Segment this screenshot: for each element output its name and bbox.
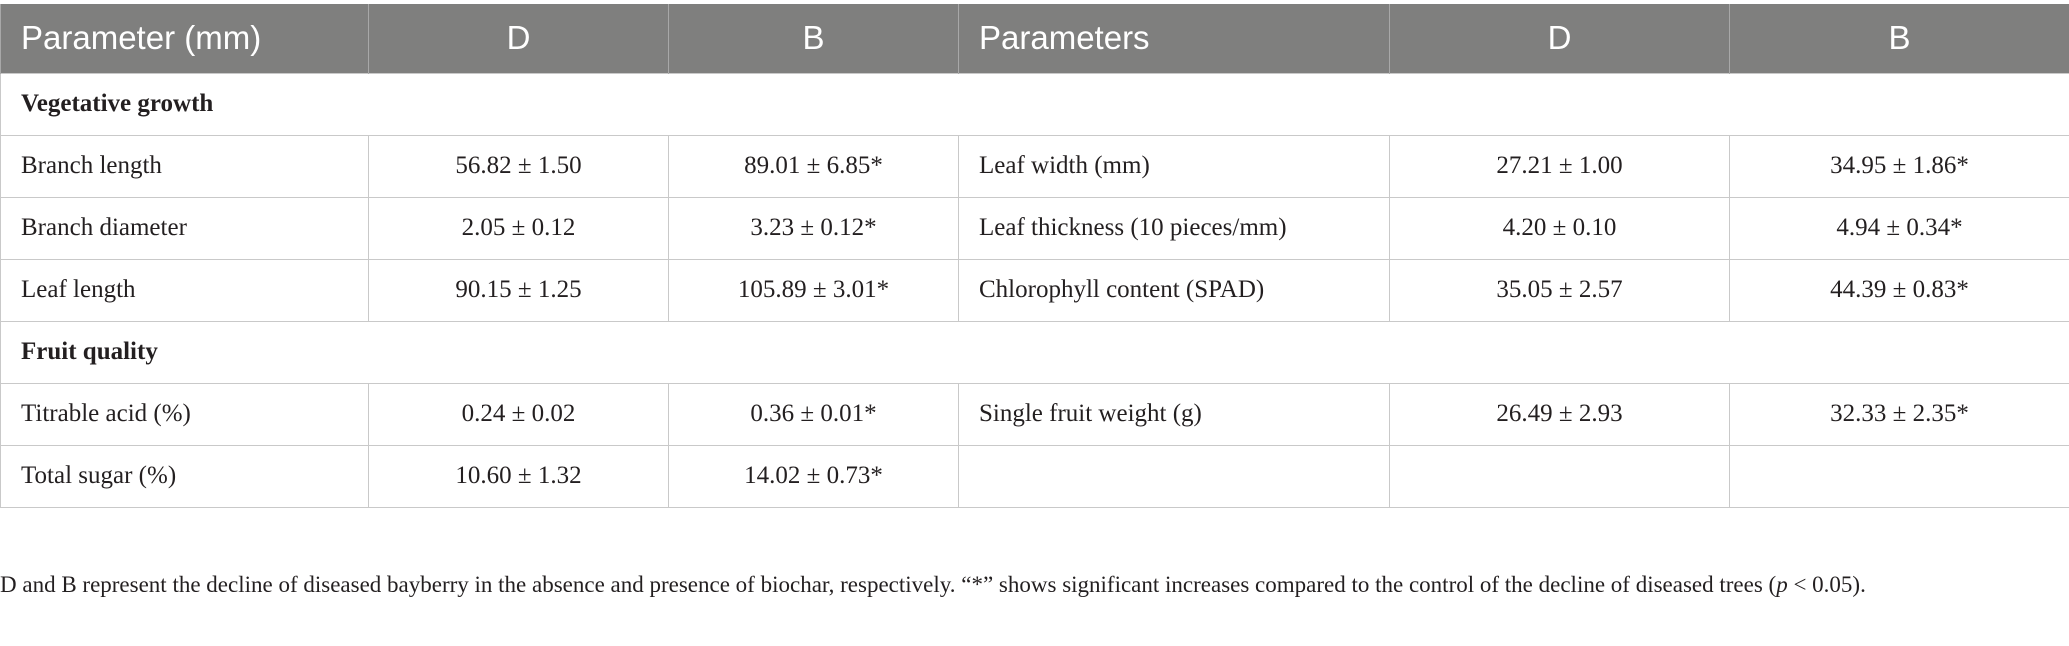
- table-cell: 32.33 ± 2.35*: [1730, 383, 2069, 445]
- header-row: [1, 4, 2069, 73]
- header-cell-parameters: Parameters: [959, 4, 1390, 73]
- table-cell: Leaf length: [1, 259, 369, 321]
- table-cell: Chlorophyll content (SPAD): [959, 259, 1390, 321]
- section-title-fruit: Fruit quality: [1, 321, 2069, 383]
- footnote-p-symbol: p: [1776, 572, 1788, 597]
- table-cell: 10.60 ± 1.32: [369, 445, 669, 507]
- footnote-p-text: < 0.05).: [1787, 572, 1866, 597]
- table-cell: Leaf thickness (10 pieces/mm): [959, 197, 1390, 259]
- table-header: [1, 4, 2069, 73]
- table-cell: 44.39 ± 0.83*: [1730, 259, 2069, 321]
- table-cell: Titrable acid (%): [1, 383, 369, 445]
- table-cell: 35.05 ± 2.57: [1390, 259, 1730, 321]
- header-cell-b-2: B: [1730, 4, 2069, 73]
- table-cell: 2.05 ± 0.12: [369, 197, 669, 259]
- data-table: [0, 4, 2069, 508]
- table-body: [1, 73, 2069, 507]
- table-cell: 90.15 ± 1.25: [369, 259, 669, 321]
- table-row: [1, 259, 2069, 321]
- table-cell: 56.82 ± 1.50: [369, 135, 669, 197]
- header-cell-parameter: Parameter (mm): [1, 4, 369, 73]
- table-cell: 4.94 ± 0.34*: [1730, 197, 2069, 259]
- header-cell-d-2: D: [1390, 4, 1730, 73]
- table-cell: Branch length: [1, 135, 369, 197]
- footnote-text: D and B represent the decline of diseased bayberry in the absence and presence of biochar, respectively. “*” shows significant increases compared to the control of the decline of diseased trees (: [0, 572, 1777, 597]
- table-cell: Leaf width (mm): [959, 135, 1390, 197]
- table-cell: [959, 445, 1390, 507]
- table-cell: [1730, 445, 2069, 507]
- table-cell: 105.89 ± 3.01*: [669, 259, 959, 321]
- table-cell: 0.36 ± 0.01*: [669, 383, 959, 445]
- table-cell: 0.24 ± 0.02: [369, 383, 669, 445]
- section-row: [1, 321, 2069, 383]
- header-cell-b: B: [669, 4, 959, 73]
- table-footnote: [0, 568, 2060, 601]
- section-row: [1, 73, 2069, 135]
- table-cell: 27.21 ± 1.00: [1390, 135, 1730, 197]
- table-row: [1, 197, 2069, 259]
- table-cell: 34.95 ± 1.86*: [1730, 135, 2069, 197]
- table-cell: Single fruit weight (g): [959, 383, 1390, 445]
- table-row: [1, 383, 2069, 445]
- table-cell: 14.02 ± 0.73*: [669, 445, 959, 507]
- table-cell: Total sugar (%): [1, 445, 369, 507]
- table-cell: [1390, 445, 1730, 507]
- table-row: [1, 445, 2069, 507]
- table-cell: 89.01 ± 6.85*: [669, 135, 959, 197]
- header-cell-d: D: [369, 4, 669, 73]
- table-cell: 26.49 ± 2.93: [1390, 383, 1730, 445]
- table-cell: 4.20 ± 0.10: [1390, 197, 1730, 259]
- table-cell: Branch diameter: [1, 197, 369, 259]
- table-cell: 3.23 ± 0.12*: [669, 197, 959, 259]
- table-row: [1, 135, 2069, 197]
- section-title-vegetative: Vegetative growth: [1, 73, 2069, 135]
